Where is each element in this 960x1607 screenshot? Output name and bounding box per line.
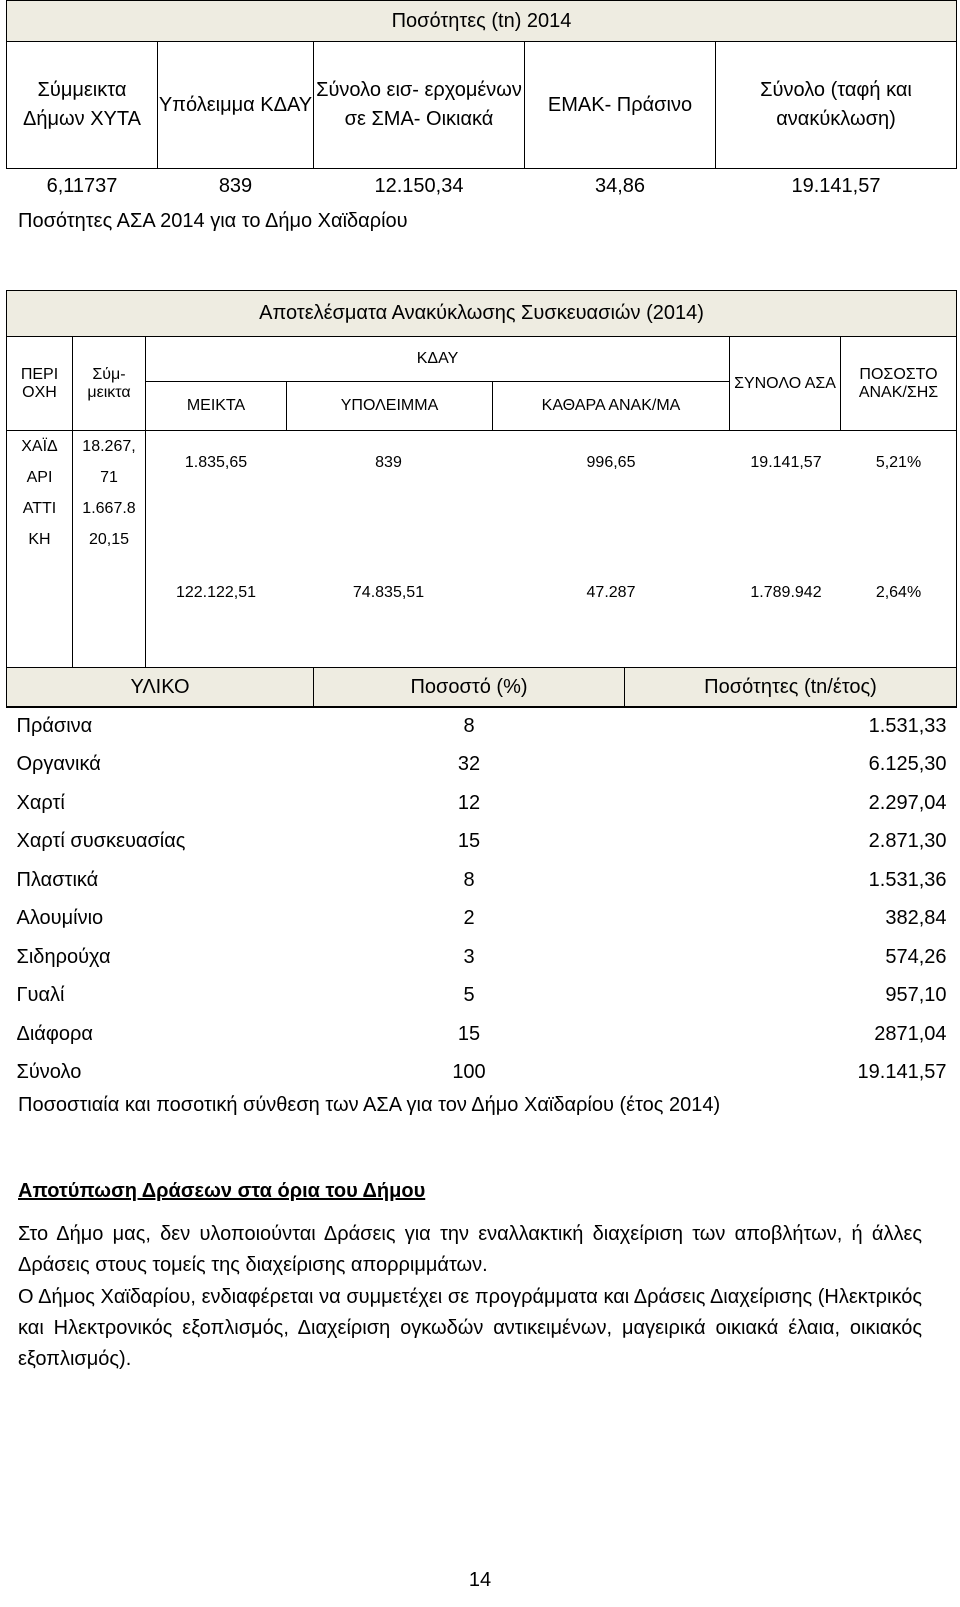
material-cell: Αλουμίνιο	[16, 907, 104, 930]
table1-header-kday: Υπόλειμμα ΚΔΑΥ	[158, 42, 314, 169]
material-cell: Πλαστικά	[16, 868, 99, 891]
cell-kathara: 47.287	[586, 584, 636, 601]
percent-cell: 15	[457, 1022, 481, 1045]
area-line: ΧΑΪΔ	[21, 438, 58, 455]
table1-header-total: Σύνολο (ταφή και ανακύκλωση)	[716, 42, 957, 169]
mixed-line: 1.667.8	[82, 500, 136, 517]
mixed-line: 71	[100, 469, 118, 486]
table1-header-mixed: Σύμμεικτα Δήμων ΧΥΤΑ	[7, 42, 158, 169]
quantity-cell: 957,10	[885, 984, 947, 1007]
table3-header-quantity: Ποσότητες (tn/έτος)	[625, 668, 957, 707]
percent-cell: 100	[452, 1061, 486, 1084]
table1-value-emak: 34,86	[525, 169, 716, 204]
quantities-2014-table	[6, 0, 957, 203]
table-row	[7, 823, 957, 862]
table2-header-total: ΣΥΝΟΛΟ ΑΣΑ	[730, 337, 841, 431]
table1-value-sma: 12.150,34	[314, 169, 525, 204]
cell-mikta: 122.122,51	[175, 584, 257, 601]
material-cell: Σύνολο	[16, 1061, 82, 1084]
quantity-cell: 2.297,04	[868, 791, 947, 814]
cell-kathara: 996,65	[586, 454, 636, 471]
section-title: Αποτύπωση Δράσεων στα όρια του Δήμου	[18, 1180, 426, 1202]
quantity-cell: 19.141,57	[857, 1061, 947, 1084]
quantity-cell: 6.125,30	[868, 753, 947, 776]
table2-mixed-cell	[73, 431, 146, 708]
table1-value-kday: 839	[158, 169, 314, 204]
material-cell: Γυαλί	[16, 984, 65, 1007]
table1-header-sma: Σύνολο εισ- ερχομένων σε ΣΜΑ- Οικιακά	[314, 42, 525, 169]
table-row	[7, 746, 957, 785]
cell-pososto: 5,21%	[875, 454, 922, 471]
area-line: ΚΗ	[28, 531, 51, 548]
quantity-cell: 1.531,33	[868, 714, 947, 737]
table1-value-total: 19.141,57	[716, 169, 957, 204]
material-cell: Σιδηρούχα	[16, 945, 111, 968]
waste-composition-table	[6, 667, 957, 1092]
table2-header-mixed: Σύμ- μεικτα	[73, 337, 146, 431]
table2-header-ypoleimma: ΥΠΟΛΕΙΜΜΑ	[287, 382, 493, 431]
material-cell: Διάφορα	[16, 1022, 93, 1045]
table-row	[146, 447, 956, 577]
paragraph: Στο Δήμο μας, δεν υλοποιούνται Δράσεις για την εναλλακτική διαχείριση των αποβλήτων, ή άλλες Δράσεις στους τομείς της διαχείρισης απορριμμάτων.	[18, 1223, 922, 1276]
area-line: ΑΡΙ	[26, 469, 53, 486]
percent-cell: 12	[457, 791, 481, 814]
table-row	[7, 900, 957, 939]
cell-mikta: 1.835,65	[184, 454, 248, 471]
cell-ypoleimma: 74.835,51	[352, 584, 425, 601]
cell-synolo: 1.789.942	[750, 584, 822, 601]
page-number: 14	[468, 1569, 492, 1591]
table1-caption: Ποσότητες ΑΣΑ 2014 για το Δήμο Χαϊδαρίου	[18, 210, 408, 232]
table-row	[7, 707, 957, 746]
table2-data-cell	[146, 431, 957, 708]
table2-header-mikta: ΜΕΙΚΤΑ	[146, 382, 287, 431]
cell-pososto: 2,64%	[875, 584, 922, 601]
table2-title: Αποτελέσματα Ανακύκλωσης Συσκευασιών (2014)	[7, 291, 957, 337]
table-row	[7, 977, 957, 1016]
packaging-recycling-table	[6, 290, 957, 708]
percent-cell: 8	[463, 714, 475, 737]
material-cell: Χαρτί συσκευασίας	[16, 830, 186, 853]
table2-header-kday: ΚΔΑΥ	[146, 337, 730, 382]
material-cell: Πράσινα	[16, 714, 93, 737]
material-cell: Χαρτί	[16, 791, 65, 814]
table3-caption: Ποσοστιαία και ποσοτική σύνθεση των ΑΣΑ για τον Δήμο Χαϊδαρίου (έτος 2014)	[18, 1094, 721, 1116]
table3-header-percent: Ποσοστό (%)	[314, 668, 625, 707]
table2-header-kathara: ΚΑΘΑΡΑ ΑΝΑΚ/ΜΑ	[493, 382, 730, 431]
quantity-cell: 382,84	[885, 907, 947, 930]
table2-area-cell	[7, 431, 73, 708]
percent-cell: 3	[463, 945, 475, 968]
percent-cell: 15	[457, 830, 481, 853]
table2-header-percent: ΠΟΣΟΣΤΟ ΑΝΑΚ/ΣΗΣ	[841, 337, 957, 431]
table1-header-emak: ΕΜΑΚ- Πράσινο	[525, 42, 716, 169]
percent-cell: 8	[463, 868, 475, 891]
mixed-line: 18.267,	[82, 438, 136, 455]
percent-cell: 5	[463, 984, 475, 1007]
table1-value-mixed: 6,11737	[7, 169, 158, 204]
table-row	[7, 1054, 957, 1093]
table-row	[7, 938, 957, 977]
area-line: ΑΤΤΙ	[22, 500, 57, 517]
table-row	[7, 861, 957, 900]
cell-synolo: 19.141,57	[750, 454, 822, 471]
cell-ypoleimma: 839	[375, 454, 402, 471]
table-row	[7, 784, 957, 823]
table3-header-material: ΥΛΙΚΟ	[7, 668, 314, 707]
percent-cell: 2	[463, 907, 475, 930]
table1-title: Ποσότητες (tn) 2014	[7, 1, 957, 42]
percent-cell: 32	[457, 753, 481, 776]
paragraph: Ο Δήμος Χαϊδαρίου, ενδιαφέρεται να συμμετέχει σε προγράμματα και Δράσεις Διαχείρισης (Ηλεκτρικός και Ηλεκτρονικός εξοπλισμός, Διαχείριση ογκωδών αντικειμένων, μαγειρικά οικιακά έλαια, οικιακός εξοπλισμός).	[18, 1286, 922, 1370]
quantity-cell: 2871,04	[874, 1022, 947, 1045]
quantity-cell: 2.871,30	[868, 830, 947, 853]
quantity-cell: 574,26	[885, 945, 947, 968]
mixed-line: 20,15	[88, 531, 130, 548]
table2-header-area: ΠΕΡΙ ΟΧΗ	[7, 337, 73, 431]
material-cell: Οργανικά	[16, 753, 101, 776]
table-row	[7, 1015, 957, 1054]
quantity-cell: 1.531,36	[868, 868, 947, 891]
